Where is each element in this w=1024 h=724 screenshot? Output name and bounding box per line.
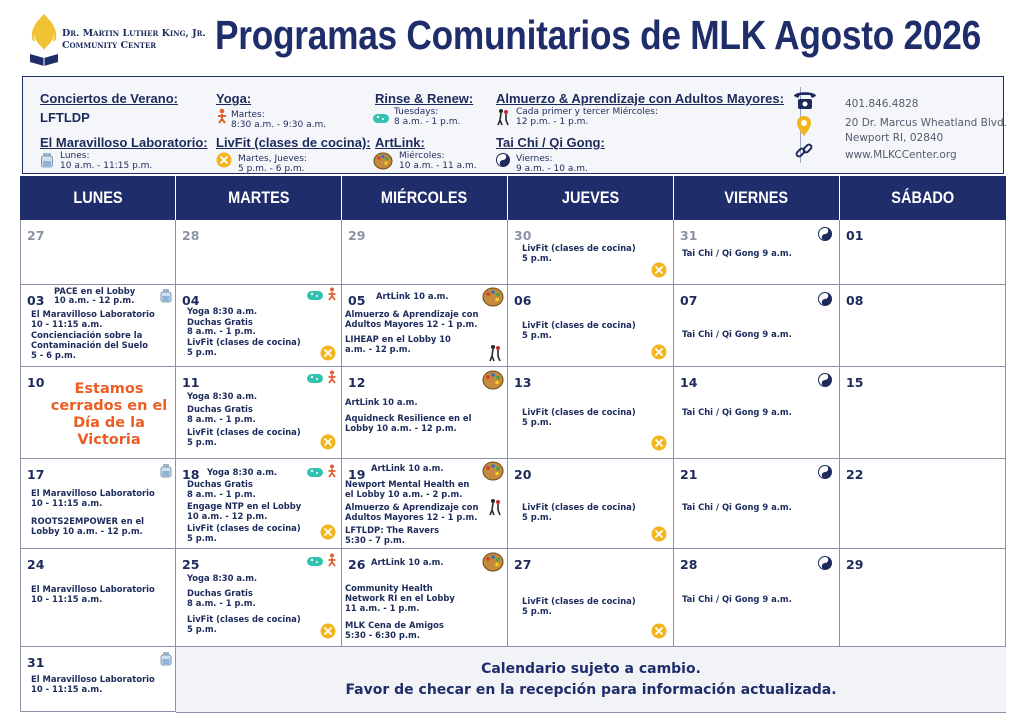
day-cell[interactable] — [342, 549, 508, 647]
palette-icon — [482, 461, 504, 481]
event-text: 8 a.m. - 1 p.m. — [187, 598, 256, 608]
seniors-icon — [496, 108, 510, 126]
event-text: Duchas Gratis — [187, 479, 253, 489]
event-text: Almuerzo & Aprendizaje con — [345, 502, 479, 512]
event-text: 5 p.m. — [522, 512, 552, 522]
day-cell[interactable] — [342, 367, 508, 459]
link-icon — [794, 141, 814, 161]
day-number: 31 — [27, 655, 45, 670]
event-text: ArtLink 10 a.m. — [371, 463, 444, 473]
day-cell[interactable] — [342, 459, 508, 549]
day-number: 07 — [680, 293, 698, 308]
header — [0, 0, 1024, 74]
event-text: Adultos Mayores 12 - 1 p.m. — [345, 512, 478, 522]
contact-phone[interactable]: 401.846.4828 — [845, 98, 919, 110]
event-text: LivFit (clases de cocina) — [522, 502, 636, 512]
day-number: 04 — [182, 293, 200, 308]
event-text: Aquidneck Resilience en el — [345, 413, 472, 423]
yin-yang-icon — [818, 373, 832, 387]
day-number: 25 — [182, 557, 200, 572]
program-days: Tuesdays: — [394, 107, 439, 117]
event-text: Adultos Mayores 12 - 1 p.m. — [345, 319, 478, 329]
event-text: Concienciación sobre la — [31, 330, 143, 340]
day-number: 15 — [846, 375, 864, 390]
utensils-icon — [320, 623, 336, 639]
soap-icon — [306, 555, 324, 567]
day-number: 18 — [182, 467, 200, 482]
day-cell[interactable] — [20, 549, 176, 647]
day-cell[interactable] — [176, 220, 342, 285]
event-text: PACE en el Lobby — [54, 286, 136, 296]
day-cell[interactable] — [674, 549, 840, 647]
day-number: 24 — [27, 557, 45, 572]
event-text: LFTLDP: The Ravers — [345, 525, 440, 535]
event-text: Yoga 8:30 a.m. — [187, 391, 258, 401]
event-text: 8 a.m. - 1 p.m. — [187, 326, 256, 336]
day-cell[interactable] — [20, 285, 176, 367]
day-number: 19 — [348, 467, 366, 482]
event-text: Yoga 8:30 a.m. — [207, 467, 278, 477]
day-number: 03 — [27, 293, 45, 308]
day-cell[interactable] — [840, 459, 1006, 549]
event-text: 8 a.m. - 1 p.m. — [187, 414, 256, 424]
event-text: LivFit (clases de cocina) — [187, 337, 301, 347]
day-number: 31 — [680, 228, 698, 243]
event-text: Community Health — [345, 583, 433, 593]
day-cell[interactable] — [508, 220, 674, 285]
utensils-icon — [216, 152, 232, 168]
event-text: ArtLink 10 a.m. — [371, 557, 444, 567]
program-taichi — [496, 135, 605, 174]
yin-yang-icon — [818, 292, 832, 306]
program-almuerzo — [496, 91, 784, 127]
event-text: Duchas Gratis — [187, 588, 253, 598]
event-text: el Lobby 10 a.m. - 2 p.m. — [345, 489, 463, 499]
program-days: Viernes: — [516, 154, 553, 164]
utensils-icon — [651, 435, 667, 451]
event-text: Newport Mental Health en — [345, 479, 470, 489]
event-text: Almuerzo & Aprendizaje con — [345, 309, 479, 319]
seniors-icon — [488, 498, 502, 516]
yoga-icon — [216, 108, 228, 124]
day-number: 06 — [514, 293, 532, 308]
program-title: LivFit (clases de cocina): — [216, 135, 371, 150]
program-title: Yoga: — [216, 91, 252, 106]
yoga-icon — [327, 287, 337, 301]
contact-address-line2: Newport RI, 02840 — [845, 132, 944, 144]
event-text: El Maravilloso Laboratorio — [31, 584, 155, 594]
program-title: Almuerzo & Aprendizaje con Adultos Mayores: — [496, 91, 784, 106]
event-text: LIHEAP en el Lobby 10 — [345, 334, 451, 344]
day-number: 05 — [348, 293, 366, 308]
day-number: 17 — [27, 467, 45, 482]
yin-yang-icon — [496, 153, 510, 167]
palette-icon — [482, 552, 504, 572]
yoga-icon — [327, 464, 337, 478]
day-cell[interactable] — [508, 285, 674, 367]
yoga-icon — [327, 370, 337, 384]
day-number: 20 — [514, 467, 532, 482]
event-text: 5 p.m. — [522, 330, 552, 340]
day-cell[interactable] — [176, 285, 342, 367]
day-cell[interactable] — [20, 647, 176, 712]
contact-website[interactable]: www.MLKCCenter.org — [845, 149, 957, 161]
program-days: Cada primer y tercer Miércoles: — [516, 107, 658, 117]
soap-icon — [372, 112, 390, 124]
event-text: 10 - 11:15 a.m. — [31, 498, 103, 508]
day-cell[interactable] — [840, 285, 1006, 367]
event-text: El Maravilloso Laboratorio — [31, 309, 155, 319]
utensils-icon — [320, 524, 336, 540]
event-text: Yoga 8:30 a.m. — [187, 306, 258, 316]
day-number: 27 — [27, 228, 45, 243]
event-text: 5 p.m. — [522, 606, 552, 616]
event-text: LivFit (clases de cocina) — [187, 614, 301, 624]
day-number: 28 — [680, 557, 698, 572]
programs-info-box — [22, 76, 1008, 174]
day-header-sabado: SÁBADO — [840, 176, 1006, 220]
event-text: 5:30 - 6:30 p.m. — [345, 630, 420, 640]
yin-yang-icon — [818, 556, 832, 570]
program-time: 9 a.m. - 10 a.m. — [516, 164, 588, 174]
contact-address-line1: 20 Dr. Marcus Wheatland Blvd. — [845, 117, 1008, 129]
disclaimer-line2: Favor de checar en la recepción para información actualizada. — [345, 681, 837, 698]
event-text: 5:30 - 7 p.m. — [345, 535, 405, 545]
day-number: 22 — [846, 467, 864, 482]
program-time: 8:30 a.m. - 9:30 a.m. — [231, 120, 327, 130]
event-text: Tai Chi / Qi Gong 9 a.m. — [682, 329, 792, 339]
day-number: 13 — [514, 375, 532, 390]
day-cell[interactable] — [508, 459, 674, 549]
day-header-viernes: VIERNES — [674, 176, 839, 220]
flask-icon — [160, 288, 172, 303]
day-header-lunes: LUNES — [20, 176, 175, 220]
day-number: 01 — [846, 228, 864, 243]
day-cell[interactable] — [840, 549, 1006, 647]
disclaimer-note — [176, 647, 1006, 713]
day-cell[interactable] — [342, 285, 508, 367]
event-text: a.m. - 12 p.m. — [345, 344, 411, 354]
day-cell[interactable] — [674, 459, 840, 549]
event-text: 10 - 11:15 a.m. — [31, 319, 103, 329]
event-text: Yoga 8:30 a.m. — [187, 573, 258, 583]
logo-line2: Community Center — [62, 40, 157, 51]
event-text: 10 a.m. - 12 p.m. — [54, 295, 135, 305]
disclaimer-line1: Calendario sujeto a cambio. — [481, 660, 701, 677]
day-number: 10 — [27, 375, 45, 390]
day-number: 29 — [846, 557, 864, 572]
program-conciertos — [40, 91, 178, 125]
day-cell[interactable] — [176, 549, 342, 647]
day-cell[interactable] — [176, 367, 342, 459]
event-text: LivFit (clases de cocina) — [522, 596, 636, 606]
day-cell[interactable] — [342, 220, 508, 285]
soap-icon — [306, 289, 324, 301]
flask-icon — [160, 651, 172, 666]
event-text: 10 - 11:15 a.m. — [31, 594, 103, 604]
event-text: Lobby 10 a.m. - 12 p.m. — [345, 423, 457, 433]
day-number: 29 — [348, 228, 366, 243]
yin-yang-icon — [818, 465, 832, 479]
closed-notice: Estamos cerrados en el Día de la Victoria — [50, 381, 168, 448]
utensils-icon — [320, 434, 336, 450]
event-text: El Maravilloso Laboratorio — [31, 674, 155, 684]
day-cell[interactable] — [20, 220, 176, 285]
utensils-icon — [651, 526, 667, 542]
day-number: 12 — [348, 375, 366, 390]
event-text: 5 p.m. — [187, 347, 217, 357]
day-cell[interactable] — [674, 220, 840, 285]
day-number: 26 — [348, 557, 366, 572]
program-livfit — [216, 135, 371, 174]
program-yoga — [216, 91, 326, 130]
day-number: 11 — [182, 375, 200, 390]
event-text: El Maravilloso Laboratorio — [31, 488, 155, 498]
day-cell[interactable] — [674, 367, 840, 459]
day-cell[interactable] — [176, 459, 342, 549]
program-artlink — [375, 135, 477, 171]
program-value: LFTLDP — [40, 110, 90, 125]
program-title: Tai Chi / Qi Gong: — [496, 135, 605, 150]
mlk-center-logo[interactable] — [22, 8, 212, 68]
program-rinse — [375, 91, 473, 127]
event-text: ROOTS2EMPOWER en el — [31, 516, 145, 526]
seniors-icon — [488, 344, 502, 362]
day-cell[interactable] — [508, 549, 674, 647]
day-cell[interactable] — [674, 285, 840, 367]
event-text: Tai Chi / Qi Gong 9 a.m. — [682, 502, 792, 512]
event-text: Contaminación del Suelo — [31, 340, 148, 350]
program-days: Lunes: — [60, 151, 90, 161]
event-text: Duchas Gratis — [187, 317, 253, 327]
event-text: 8 a.m. - 1 p.m. — [187, 489, 256, 499]
flame-book-icon — [22, 8, 66, 68]
event-text: 5 p.m. — [187, 437, 217, 447]
event-text: LivFit (clases de cocina) — [522, 407, 636, 417]
location-pin-icon — [796, 115, 812, 137]
palette-icon — [482, 370, 504, 390]
day-number: 30 — [514, 228, 532, 243]
program-days: Martes, Jueves: — [238, 154, 307, 164]
utensils-icon — [651, 623, 667, 639]
program-title: Rinse & Renew: — [375, 91, 474, 106]
palette-icon — [373, 152, 393, 170]
day-header-jueves: JUEVES — [508, 176, 673, 220]
flask-icon — [40, 152, 54, 168]
phone-icon[interactable] — [792, 89, 818, 111]
event-text: MLK Cena de Amigos — [345, 620, 444, 630]
event-text: ArtLink 10 a.m. — [345, 397, 418, 407]
event-text: 10 - 11:15 a.m. — [31, 684, 103, 694]
flask-icon — [160, 463, 172, 478]
day-cell[interactable] — [20, 367, 176, 459]
event-text: Network RI en el Lobby — [345, 593, 455, 603]
day-number: 14 — [680, 375, 698, 390]
event-text: 11 a.m. - 1 p.m. — [345, 603, 420, 613]
page-title: Programas Comunitarios de MLK Agosto 2026 — [215, 12, 981, 58]
day-header-miercoles: MIÉRCOLES — [342, 176, 507, 220]
day-cell[interactable] — [20, 459, 176, 549]
program-title: El Maravilloso Laboratorio: — [40, 135, 208, 150]
utensils-icon — [320, 345, 336, 361]
program-time: 10 a.m. - 11 a.m. — [399, 161, 477, 171]
event-text: LivFit (clases de cocina) — [187, 523, 301, 533]
calendar-grid — [20, 176, 1006, 712]
event-text: 10 a.m. - 12 p.m. — [187, 511, 268, 521]
soap-icon — [306, 466, 324, 478]
program-days: Martes: — [231, 110, 265, 120]
event-text: 5 p.m. — [187, 624, 217, 634]
event-text: Duchas Gratis — [187, 404, 253, 414]
program-days: Miércoles: — [399, 151, 445, 161]
event-text: Tai Chi / Qi Gong 9 a.m. — [682, 407, 792, 417]
day-number: 08 — [846, 293, 864, 308]
program-time: 12 p.m. - 1 p.m. — [516, 117, 589, 127]
day-cell[interactable] — [840, 367, 1006, 459]
day-number: 28 — [182, 228, 200, 243]
program-laboratorio — [40, 135, 208, 171]
day-cell[interactable] — [840, 220, 1006, 285]
program-title: Conciertos de Verano: — [40, 91, 178, 106]
program-title: ArtLink: — [375, 135, 425, 150]
day-number: 21 — [680, 467, 698, 482]
event-text: Tai Chi / Qi Gong 9 a.m. — [682, 594, 792, 604]
day-header-martes: MARTES — [176, 176, 341, 220]
utensils-icon — [651, 344, 667, 360]
event-text: 5 p.m. — [187, 533, 217, 543]
utensils-icon — [651, 262, 667, 278]
event-text: LivFit (clases de cocina) — [522, 320, 636, 330]
yin-yang-icon — [818, 227, 832, 241]
soap-icon — [306, 372, 324, 384]
event-text: Lobby 10 a.m. - 12 p.m. — [31, 526, 143, 536]
event-text: ArtLink 10 a.m. — [376, 291, 449, 301]
event-text: 5 - 6 p.m. — [31, 350, 76, 360]
logo-line1: Dr. Martin Luther King, Jr. — [62, 28, 206, 39]
program-time: 10 a.m. - 11:15 p.m. — [60, 161, 153, 171]
palette-icon — [482, 287, 504, 307]
day-number: 27 — [514, 557, 532, 572]
day-cell[interactable] — [508, 367, 674, 459]
program-time: 5 p.m. - 6 p.m. — [238, 164, 305, 174]
yoga-icon — [327, 553, 337, 567]
event-text: Engage NTP en el Lobby — [187, 501, 302, 511]
event-text: LivFit (clases de cocina) — [187, 427, 301, 437]
event-text: 5 p.m. — [522, 253, 552, 263]
event-text: 5 p.m. — [522, 417, 552, 427]
event-text: Tai Chi / Qi Gong 9 a.m. — [682, 248, 792, 258]
event-text: LivFit (clases de cocina) — [522, 243, 636, 253]
program-time: 8 a.m. - 1 p.m. — [394, 117, 461, 127]
